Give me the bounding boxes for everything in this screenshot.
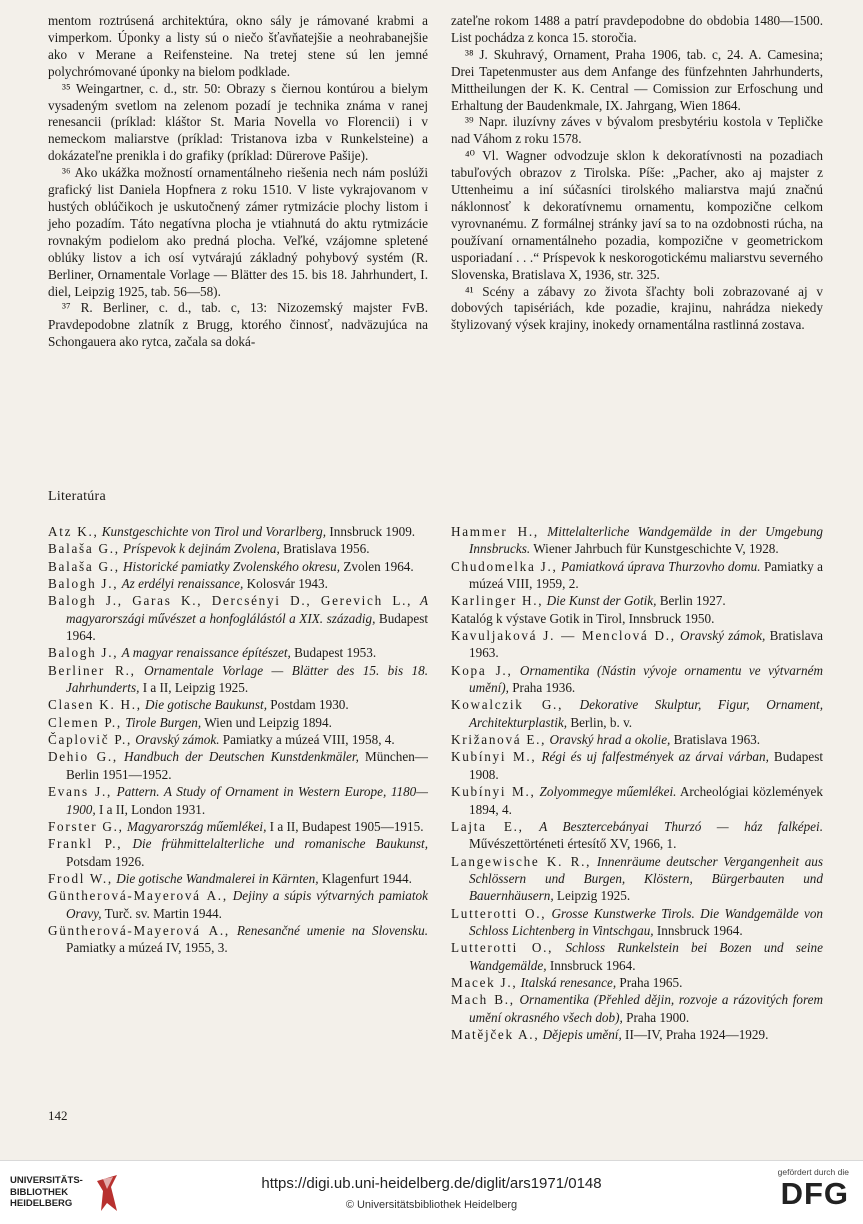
bibliography-entry: [451, 610, 823, 627]
entry-publication: Pamiatky a múzeá VIII, 1958, 4.: [222, 732, 395, 748]
entry-title: Dekorative Skulptur, Figur, Ornament, Architekturplastik,: [469, 697, 823, 730]
entry-author: Forster G.,: [48, 818, 124, 834]
bibliography-entry: [48, 540, 428, 557]
bibliography-entry: [48, 575, 428, 592]
bibliography-entry: [451, 991, 823, 1026]
footnote-39: ³⁹ Napr. iluzívny záves v bývalom presbytériu kostola v Tepličke nad Váhom z roku 1578.: [451, 114, 823, 147]
bibliography-entry: [451, 627, 823, 662]
entry-publication: München—Berlin 1951—1952.: [66, 749, 428, 782]
bibliography-entry: [451, 696, 823, 731]
permalink-url[interactable]: https://digi.ub.uni-heidelberg.de/diglit/ars1971/0148: [261, 1175, 602, 1192]
entry-author: Kubínyi M.,: [451, 749, 537, 765]
entry-publication: Pamiatky a múzeá VIII, 1959, 2.: [469, 558, 824, 592]
entry-title: Italská renesance,: [520, 974, 617, 990]
footnote-37: ³⁷ R. Berliner, c. d., tab. c, 13: Nizozemský majster FvB. Pravdepodobne zlatník z Brugg, ktorého činnosť, nadväzujúca na Schongauera ako rytca, začala sa doká-: [48, 300, 428, 350]
bibliography-left-column: [48, 523, 428, 957]
bibliography-entry: [48, 922, 428, 957]
entry-publication: Turč. sv. Martin 1944.: [104, 905, 222, 921]
footnote-36: ³⁶ Ako ukážka možností ornamentálneho riešenia nech nám poslúži grafický list Daniela Hopfnera z roku 1510. V liste vykrajovanom v hustých oblúčikoch je uskutočnený zámer rytmizácie plochy listom i jeho pozadím. Táto negatívna plocha je vtiahnutá do aktu rytmizácie rovnakým podielom ako predná plocha. Veľké, vzájomne spletené oblúky listov a ich osí vytvárajú základný pohybový systém (R. Berliner, Ornamentale Vorlage — Blätter des 15. bis 18. Jahrhundert, I. diel, Leipzig 1925, tab. 56—58).: [48, 165, 428, 299]
dfg-funding-logo[interactable]: [759, 1167, 849, 1219]
entry-author: Balogh J.,: [48, 576, 119, 592]
entry-title: Historické pamiatky Zvolenského okresu,: [123, 558, 341, 574]
literature-heading: Literatúra: [48, 489, 106, 504]
entry-publication: I a II, Leipzig 1925.: [142, 680, 249, 696]
entry-title: Handbuch der Deutschen Kunstdenkmäler,: [124, 749, 359, 765]
entry-author: Matějček A.,: [451, 1026, 540, 1042]
entry-author: Macek J.,: [451, 974, 518, 990]
entry-publication: Praha 1900.: [626, 1009, 690, 1025]
bibliography-entry: [451, 783, 823, 818]
bibliography-entry: [48, 644, 428, 661]
bibliography-entry: [451, 523, 823, 558]
entry-author: Chudomelka J.,: [451, 558, 558, 574]
entry-publication: Wien und Leipzig 1894.: [204, 714, 332, 730]
entry-title: Dějepis umění,: [542, 1026, 622, 1042]
bibliography-entry: [48, 887, 428, 922]
entry-publication: Budapest 1964.: [66, 610, 429, 644]
entry-title: Az erdélyi renaissance,: [121, 576, 244, 592]
footnote-41: ⁴¹ Scény a zábavy zo života šľachty boli zobrazované aj v dobových tapisériách, kde pozadie, krajinu, nahrádza niekedy štylizovaný výsek krajiny, inokedy ornamentálna rastlinná zostava.: [451, 283, 823, 333]
bibliography-entry: [48, 558, 428, 575]
entry-publication: Praha 1936.: [512, 680, 576, 696]
entry-author: Kubínyi M.,: [451, 784, 536, 800]
entry-title: Renesančné umenie na Slovensku.: [236, 922, 428, 938]
bibliography-entry: [451, 748, 823, 783]
entry-title: Ornamentika (Přehled dějin, rozvoje a rázovitých forem umění okrasného všech dob),: [469, 992, 823, 1025]
entry-publication: II—IV, Praha 1924—1929.: [625, 1026, 769, 1042]
bibliography-entry: [451, 662, 823, 697]
entry-title: Mittelalterliche Wandgemälde in der Umgebung Innsbrucks.: [469, 524, 824, 557]
copyright-notice: © Universitätsbibliothek Heidelberg: [345, 1199, 518, 1211]
footnote-continuation: zateľne rokom 1488 a patrí pravdepodobne do obdobia 1480—1500. List pochádza z konca 15. storočia.: [451, 13, 823, 45]
entry-author: Frankl P.,: [48, 836, 123, 852]
entry-author: Kavuljaková J. — Menclová D.,: [451, 628, 676, 644]
bibliography-entry: [451, 1026, 823, 1043]
bibliography-entry: [451, 939, 823, 974]
entry-author: Langewische K. R.,: [451, 853, 592, 869]
entry-title: Innenräume deutscher Vergangenheit aus Schlössern und Burgen, Klöstern, Bürgerbauten und Bauernhäusern,: [469, 853, 824, 904]
entry-title: Zolyommegye műemlékei.: [539, 784, 677, 800]
entry-publication: Leipzig 1925.: [556, 888, 631, 904]
entry-title: Die Kunst der Gotik,: [546, 593, 657, 609]
entry-publication: Innsbruck 1964.: [549, 957, 636, 973]
entry-author: Balogh J.,: [48, 645, 119, 661]
footnotes-right-column: [451, 13, 823, 334]
entry-publication: Művészettörténeti értesítő XV, 1966, 1.: [469, 836, 677, 852]
entry-author: Balaša G.,: [48, 541, 120, 557]
entry-publication: Bratislava 1963.: [469, 628, 824, 661]
entry-author: Clasen K. H.,: [48, 697, 142, 713]
entry-author: Čaplovič P.,: [48, 732, 132, 748]
entry-publication: Berlin 1927.: [659, 593, 726, 609]
entry-title: Oravský zámok.: [135, 732, 220, 748]
bibliography-entry: [48, 748, 428, 783]
bibliography-entry: [48, 835, 428, 870]
entry-title: Régi és uj falfestmények az árvai várban,: [541, 749, 769, 765]
entry-publication: Zvolen 1964.: [343, 558, 414, 574]
library-name: UNIVERSITÄTS- BIBLIOTHEK HEIDELBERG: [10, 1175, 83, 1209]
entry-author: Balogh J., Garas K., Dercsényi D., Gerevich L.,: [48, 593, 413, 609]
entry-publication: Budapest 1953.: [294, 645, 377, 661]
page-number: 142: [48, 1108, 68, 1123]
entry-author: Hammer H.,: [451, 524, 539, 539]
entry-author: Dehio G.,: [48, 749, 118, 765]
entry-title: Oravský hrad a okolie,: [549, 732, 671, 748]
entry-title: Grosse Kunstwerke Tirols. Die Wandgemälde von Schloss Lichtenberg in Vintschgau,: [469, 905, 824, 938]
bibliography-entry: [451, 818, 823, 853]
bibliography-entry: [451, 592, 823, 609]
entry-publication: Postdam 1930.: [270, 697, 349, 713]
entry-author: Lutterotti O.,: [451, 940, 554, 956]
footnote-38: ³⁸ J. Skuhravý, Ornament, Praha 1906, tab. c, 24. A. Camesina; Drei Tapetenmuster aus dem Anfange des fünfzehnten Jahrhunderts, Mittheilungen der K. K. Central — Comission zur Erfoschung und Erhaltung der Baudenkmale, IX. Jahrgang, Wien 1864.: [451, 46, 823, 113]
entry-title: Pattern. A Study of Ornament in Western Europe, 1180—1900,: [66, 784, 429, 817]
entry-publication: Praha 1965.: [619, 974, 683, 990]
entry-title: Die gotische Wandmalerei in Kärnten,: [116, 870, 319, 886]
bibliography-right-column: [451, 523, 823, 1043]
bibliography-entry: [451, 905, 823, 940]
entry-publication: Klagenfurt 1944.: [321, 870, 412, 886]
dfg-logo-text: DFG: [780, 1176, 849, 1211]
entry-publication: Potsdam 1926.: [66, 853, 145, 869]
footnotes-left-column: [48, 13, 428, 351]
entry-publication: Bratislava 1956.: [283, 541, 370, 557]
bibliography-entry: [451, 558, 823, 593]
entry-title: Schloss Runkelstein bei Bozen und seine Wandgemälde,: [469, 940, 823, 973]
entry-title: Ornamentika (Nástin vývoje ornamentu ve výtvarném umění),: [469, 662, 823, 696]
bibliography-entry: [48, 523, 428, 540]
entry-author: Lutterotti O.,: [451, 905, 547, 921]
entry-author: Balaša G.,: [48, 558, 120, 574]
entry-publication: Innsbruck 1909.: [329, 524, 416, 539]
entry-publication: Berlin, b. v.: [570, 714, 633, 730]
entry-publication: Bratislava 1963.: [673, 732, 761, 748]
bibliography-entry: [48, 731, 428, 748]
bibliography-entry: [48, 696, 428, 713]
entry-author: Güntherová-Mayerová A.,: [48, 888, 228, 904]
entry-author: Berliner R.,: [48, 662, 136, 678]
entry-publication: Wiener Jahrbuch für Kunstgeschichte V, 1928.: [533, 541, 779, 557]
entry-title: Die gotische Baukunst,: [145, 697, 267, 713]
funded-by-label: gefördert durch die: [777, 1167, 849, 1177]
footnote-continuation: mentom roztrúsená architektúra, okno sály je rámované krabmi a vimperkom. Úponky a listy sú o niečo šťavňatejšie a neohrabanejšie ako v Merane a Reifensteine. Na tretej stene sú len jemné polychrómované úponky na bielom podklade.: [48, 13, 428, 79]
entry-title: A magyarországi művészet a honfoglálástól a XIX. századig,: [66, 593, 428, 626]
bibliography-entry: [48, 714, 428, 731]
viewer-footer: [0, 1160, 863, 1224]
entry-publication: Pamiatky a múzeá IV, 1955, 3.: [66, 940, 228, 956]
entry-title: Tirole Burgen,: [125, 714, 202, 730]
bibliography-entry: [451, 853, 823, 905]
entry-publication: Innsbruck 1964.: [656, 922, 743, 938]
entry-author: Atz K.,: [48, 524, 99, 539]
bibliography-entry: [451, 974, 823, 991]
entry-author: Križanová E.,: [451, 732, 547, 748]
footnote-35: ³⁵ Weingartner, c. d., str. 50: Obrazy s čiernou kontúrou a bielym vysadeným svetlom na zelenom pozadí je technika známa v ranej renesancii (príklad: kláštor St. Maria Novella vo Florencii) i v nemeckom maliarstve (príklad: Tristanova izba v Runkelsteine) a dokázateľne prenikla i do grafiky (príklad: Dürerove Pašije).: [48, 80, 428, 164]
entry-publication: I a II, Budapest 1905—1915.: [269, 818, 424, 834]
entry-author: Güntherová-Mayerová A.,: [48, 922, 230, 938]
entry-title: Die frühmittelalterliche und romanische Baukunst,: [132, 836, 429, 852]
entry-author: Lajta E.,: [451, 818, 524, 834]
bibliography-entry: [48, 870, 428, 887]
bibliography-entry: [451, 731, 823, 748]
entry-title: Ornamentale Vorlage — Blätter des 15. bis 18. Jahrhunderts,: [66, 662, 428, 696]
entry-publication: I a II, London 1931.: [98, 801, 206, 817]
bibliography-entry: [48, 783, 428, 818]
entry-author: Mach B.,: [451, 992, 515, 1008]
entry-title: Kunstgeschichte von Tirol und Vorarlberg,: [101, 524, 327, 539]
entry-publication: Katalóg k výstave Gotik in Tirol, Innsbruck 1950.: [451, 610, 715, 626]
entry-author: Evans J.,: [48, 784, 113, 800]
entry-publication: Kolosvár 1943.: [246, 576, 328, 592]
bibliography-entry: [48, 662, 428, 697]
entry-title: Oravský zámok,: [680, 628, 766, 644]
footnote-40: ⁴⁰ Vl. Wagner odvodzuje sklon k dekoratívnosti na pozadiach tabuľových obrazov z Tirolska. Píše: „Pacher, ako aj majster z Uttenheimu a iní súčasníci tirolského maliarstva majú značnú náklonnosť k dekoratívnemu ornamentu, kompozične celkom vyrovnanému. Z formálnej stránky javí sa to na ozdobnosti rúcha, na používaní ornamentálneho pozadia, kompozične v geometrickom usporiadaní . . .“ Príspevok k neskorogotickému maliarstvu severného Slovenska, Bratislava X, 1936, str. 325.: [451, 148, 823, 282]
entry-title: Pamiatková úprava Thurzovho domu.: [560, 558, 761, 574]
entry-author: Clemen P.,: [48, 714, 122, 730]
entry-author: Kopa J.,: [451, 662, 513, 678]
entry-title: A magyar renaissance építészet,: [121, 645, 291, 661]
entry-title: Príspevok k dejinám Zvolena,: [123, 541, 280, 557]
entry-publication: Archeológiai közlemények 1894, 4.: [469, 784, 824, 817]
entry-title: Dejiny a súpis výtvarných pamiatok Oravy,: [66, 888, 428, 921]
entry-author: Frodl W.,: [48, 870, 113, 886]
entry-title: A Besztercebányai Thurzó — ház falképei.: [539, 818, 823, 834]
bibliography-entry: [48, 592, 428, 644]
entry-author: Kowalczik G.,: [451, 697, 564, 713]
entry-author: Karlinger H.,: [451, 593, 544, 609]
bibliography-entry: [48, 818, 428, 835]
entry-publication: Budapest 1908.: [469, 749, 824, 782]
entry-title: Magyarország műemlékei,: [126, 818, 267, 834]
